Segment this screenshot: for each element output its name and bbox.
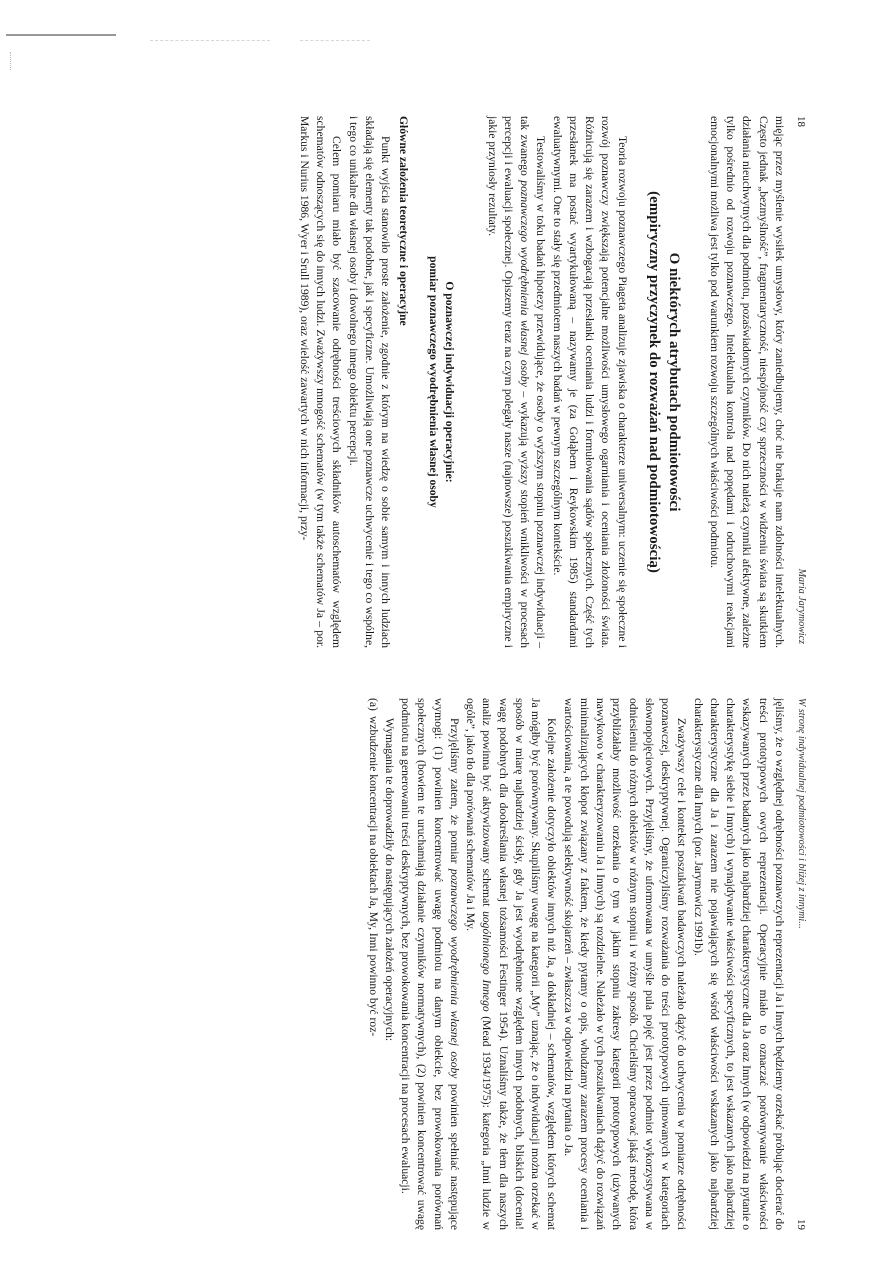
text-run: Testowaliśmy w toku badań hipotezy przewidujące, że osoby o wyższym stopniu poznawczej indywiduacji – tak zwanego (518, 116, 548, 648)
text-run: – wykazują wyższy stopień wnikliwości w procesach percepcji i ewaluacji społecznej. Opiszemy teraz na czym polegały nasze (najnowsze) poszukiwania empiryczne i jakie przyniosły rezultaty. (485, 116, 532, 648)
subsection-title-line: pomiar poznawczego wyodrębnienia własnej osoby (427, 256, 441, 508)
list-item-text: wzbudzenie koncentracji na obiektach Ja, My, Inni powinno być roz- (366, 716, 380, 1037)
body-paragraph (484, 116, 549, 648)
page-19 (365, 698, 810, 1230)
body-paragraph: Wymagania te doprowadziły do następujących założeń operacyjnych: (383, 718, 396, 1042)
italic-term: poznawczego wyodrębnienia własnej osoby (518, 180, 532, 387)
running-head-left (791, 116, 809, 648)
body-paragraph: Zważywszy cele i kontekst poszukiwań badawczych należało dążyć do uchwycenia w pomiarze odrębności poznawczej, deskryptywnej. Ograniczyliśmy rozważania do treści prototypowych ujmowanych w kategoriach słownopojęciowych. Przyjęliśmy, że uformowana w umyśle pula pojęć jest przez podmiot wykorzystywana w odniesieniu do różnych obiektów w różnym stopniu i w różny sposób. Chcieliśmy opracować jakąś metodę, która przybliżałaby możliwość orzekania o tym w jakim stopniu zakresy kategorii prototypowych (używanych nawykowo w charakteryzowaniu Ja i Innych) są rozdzielne. Należało w tych poszukiwaniach dążyć do rozwiązań minimalizujących kłopot związany z faktem, że kiedy pytamy o opis, wbudzamy zarazem procesy oceniania i wartościowania, a te powodują selektywność skojarzeń – zwłaszcza w odpowiedzi na pytania o Ja. (561, 698, 689, 1230)
italic-term: uogólnionego Innego (480, 911, 494, 1012)
text-run: powinien spełniać następujące wymogi: (1) powinien koncentrować uwagę podmiotu na danym obiekcie, bez prowokowania porównań społecznych (bowiem te uruchamiają działanie czynników normatywnych), (2) powinien koncentrować uwagę podmiotu na generowaniu treści deskryptywnych, bez prowokowania koncentracji na procesach ewaluacji. (399, 698, 461, 1231)
italic-term: poznawczego wyodrębnienia własnej osoby (448, 868, 461, 1079)
text-run: Kolejne założenie dotyczyło obiektów innych niż Ja, a dokładniej – schematów, względem których schemat Ja mógłby być porównywany. Skupiliśmy uwagę na kategorii „My” uznając, że o indywiduacji można orzekać w sposób w miarę najbardziej ścisły, gdy Ja jest wyodrębnione względem innych podobnych, bliskich (docenia! wagę podobnych dla dookreślania własnej tożsamości Festinger 1954). Uznaliśmy także, że tłem dla naszych analiz powinna być aktywizowany schemat (480, 698, 559, 1230)
body-paragraph: Celem pomiaru miało być szacowanie odrębności treściowych składników autoschematów względem schematów odnoszących się do innych ludzi. Zważywszy mnogość schematów (w tym także schematów Ja – por. Markus i Nurius 1986, Wyer i Srull 1989), oraz wielość zawartych w nich informacji, przy- (298, 116, 344, 648)
text-run: (Mead 1934/1975): kategoria „Inni ludzie w ogóle”, jako tło dla porównań schematów Ja i My. (464, 698, 494, 1231)
body-paragraph: jęliśmy, że o względnej odrębności poznawczych reprezentacji Ja i Innych będziemy orzekać próbując docierać do treści prototypowych owych reprezentacji. Operacyjnie miało to oznaczać porównywanie właściwości wskazywanych przez badanych jako najbardziej charakterystyczne dla Ja oraz Innych (w odpowiedzi na pytanie o charakterystykę siebie i Innych) i wynajdywanie właściwości specyficznych, to jest wskazanych jako najbardziej charakterystyczne dla Ja i zarazem nie pojawiających się wśród właściwości wskazanych jako najbardziej charakterystyczne dla Innych (por. Jarymowicz 1991b). (691, 698, 786, 1230)
subsection-title (426, 116, 458, 648)
body-paragraph (462, 698, 560, 1230)
page-number: 18 (795, 116, 807, 127)
running-head-author: Maria Jarymowicz (796, 568, 807, 644)
section-title-line: O niektórych atrybutach podmiotowości (665, 252, 682, 512)
body-paragraph: Punkt wyjścia stanowiło proste założenie, zgodnie z którym na wiedzę o sobie samym i innych ludziach składają się elementy tak podobne, jak i specyficzne. Umożliwiają one poznawcze uchwycenie i tego co wspólne, i tego co unikalne dla własnej osoby i dowolnego innego obiektu percepcji. (346, 116, 393, 648)
body-paragraph: Teoria rozwoju poznawczego Piageta analizuje zjawiska o charakterze uniwersalnym: uczenie się społeczne i rozwój poznawczy zwiększają potencjalne możliwości umysłowego ogarniania i oceniania złożoności świata. Różnicują się zarazem i wzbogacają przesłanki oceniania ludzi i formułowania sądów społecznych. Część tych przesłanek ma postać wyartykułowaną – nazywamy je (za Gołąbem i Reykowskim 1985) standardami ewaluatywnymi. One to stały się przedmiotem naszych badań w pewnym szczególnym kontekście. (550, 116, 629, 648)
page-18 (296, 116, 809, 648)
section-title (644, 116, 684, 648)
running-head-right (791, 698, 809, 1230)
section-subtitle-line: (empiryczny przyczynek do rozważań nad podmiotowością) (645, 191, 662, 573)
list-label: (a) (366, 698, 380, 711)
running-head-title: W stronę indywidualnej podmiotowości i bliżej z innymi... (796, 698, 807, 929)
list-item (365, 698, 381, 1230)
page-number: 19 (795, 1219, 807, 1230)
text-run: Przyjęliśmy zatem, że pomiar (448, 718, 461, 869)
paragraph-heading: Główne założenia teoretyczne i operacyjne (397, 116, 411, 326)
body-paragraph: mięjąc przez myślenie wysiłek umysłowy, który zaniedbujemy, choć nie brakuje nam zdolności intelektualnych. Często jednak „bezmyślność”, fragmentaryczność, niespójność czy sprzeczności w widzeniu świata są skutkiem działania nieuchwytnych dla podmiotu, pozaświadomych czynników. Do nich należą czynniki afektywne, zależne tylko pośrednio od rozwoju poznawczego. Intelektualna kontrola nad popędami i odruchowymi reakcjami emocjonalnymi możliwa jest tylko pod warunkiem rozwoju szczególnych właściwości podmiotu. (708, 116, 786, 648)
subsection-title-line: O poznawczej indywiduacji operacyjnie: (443, 281, 457, 483)
body-paragraph (397, 698, 462, 1230)
